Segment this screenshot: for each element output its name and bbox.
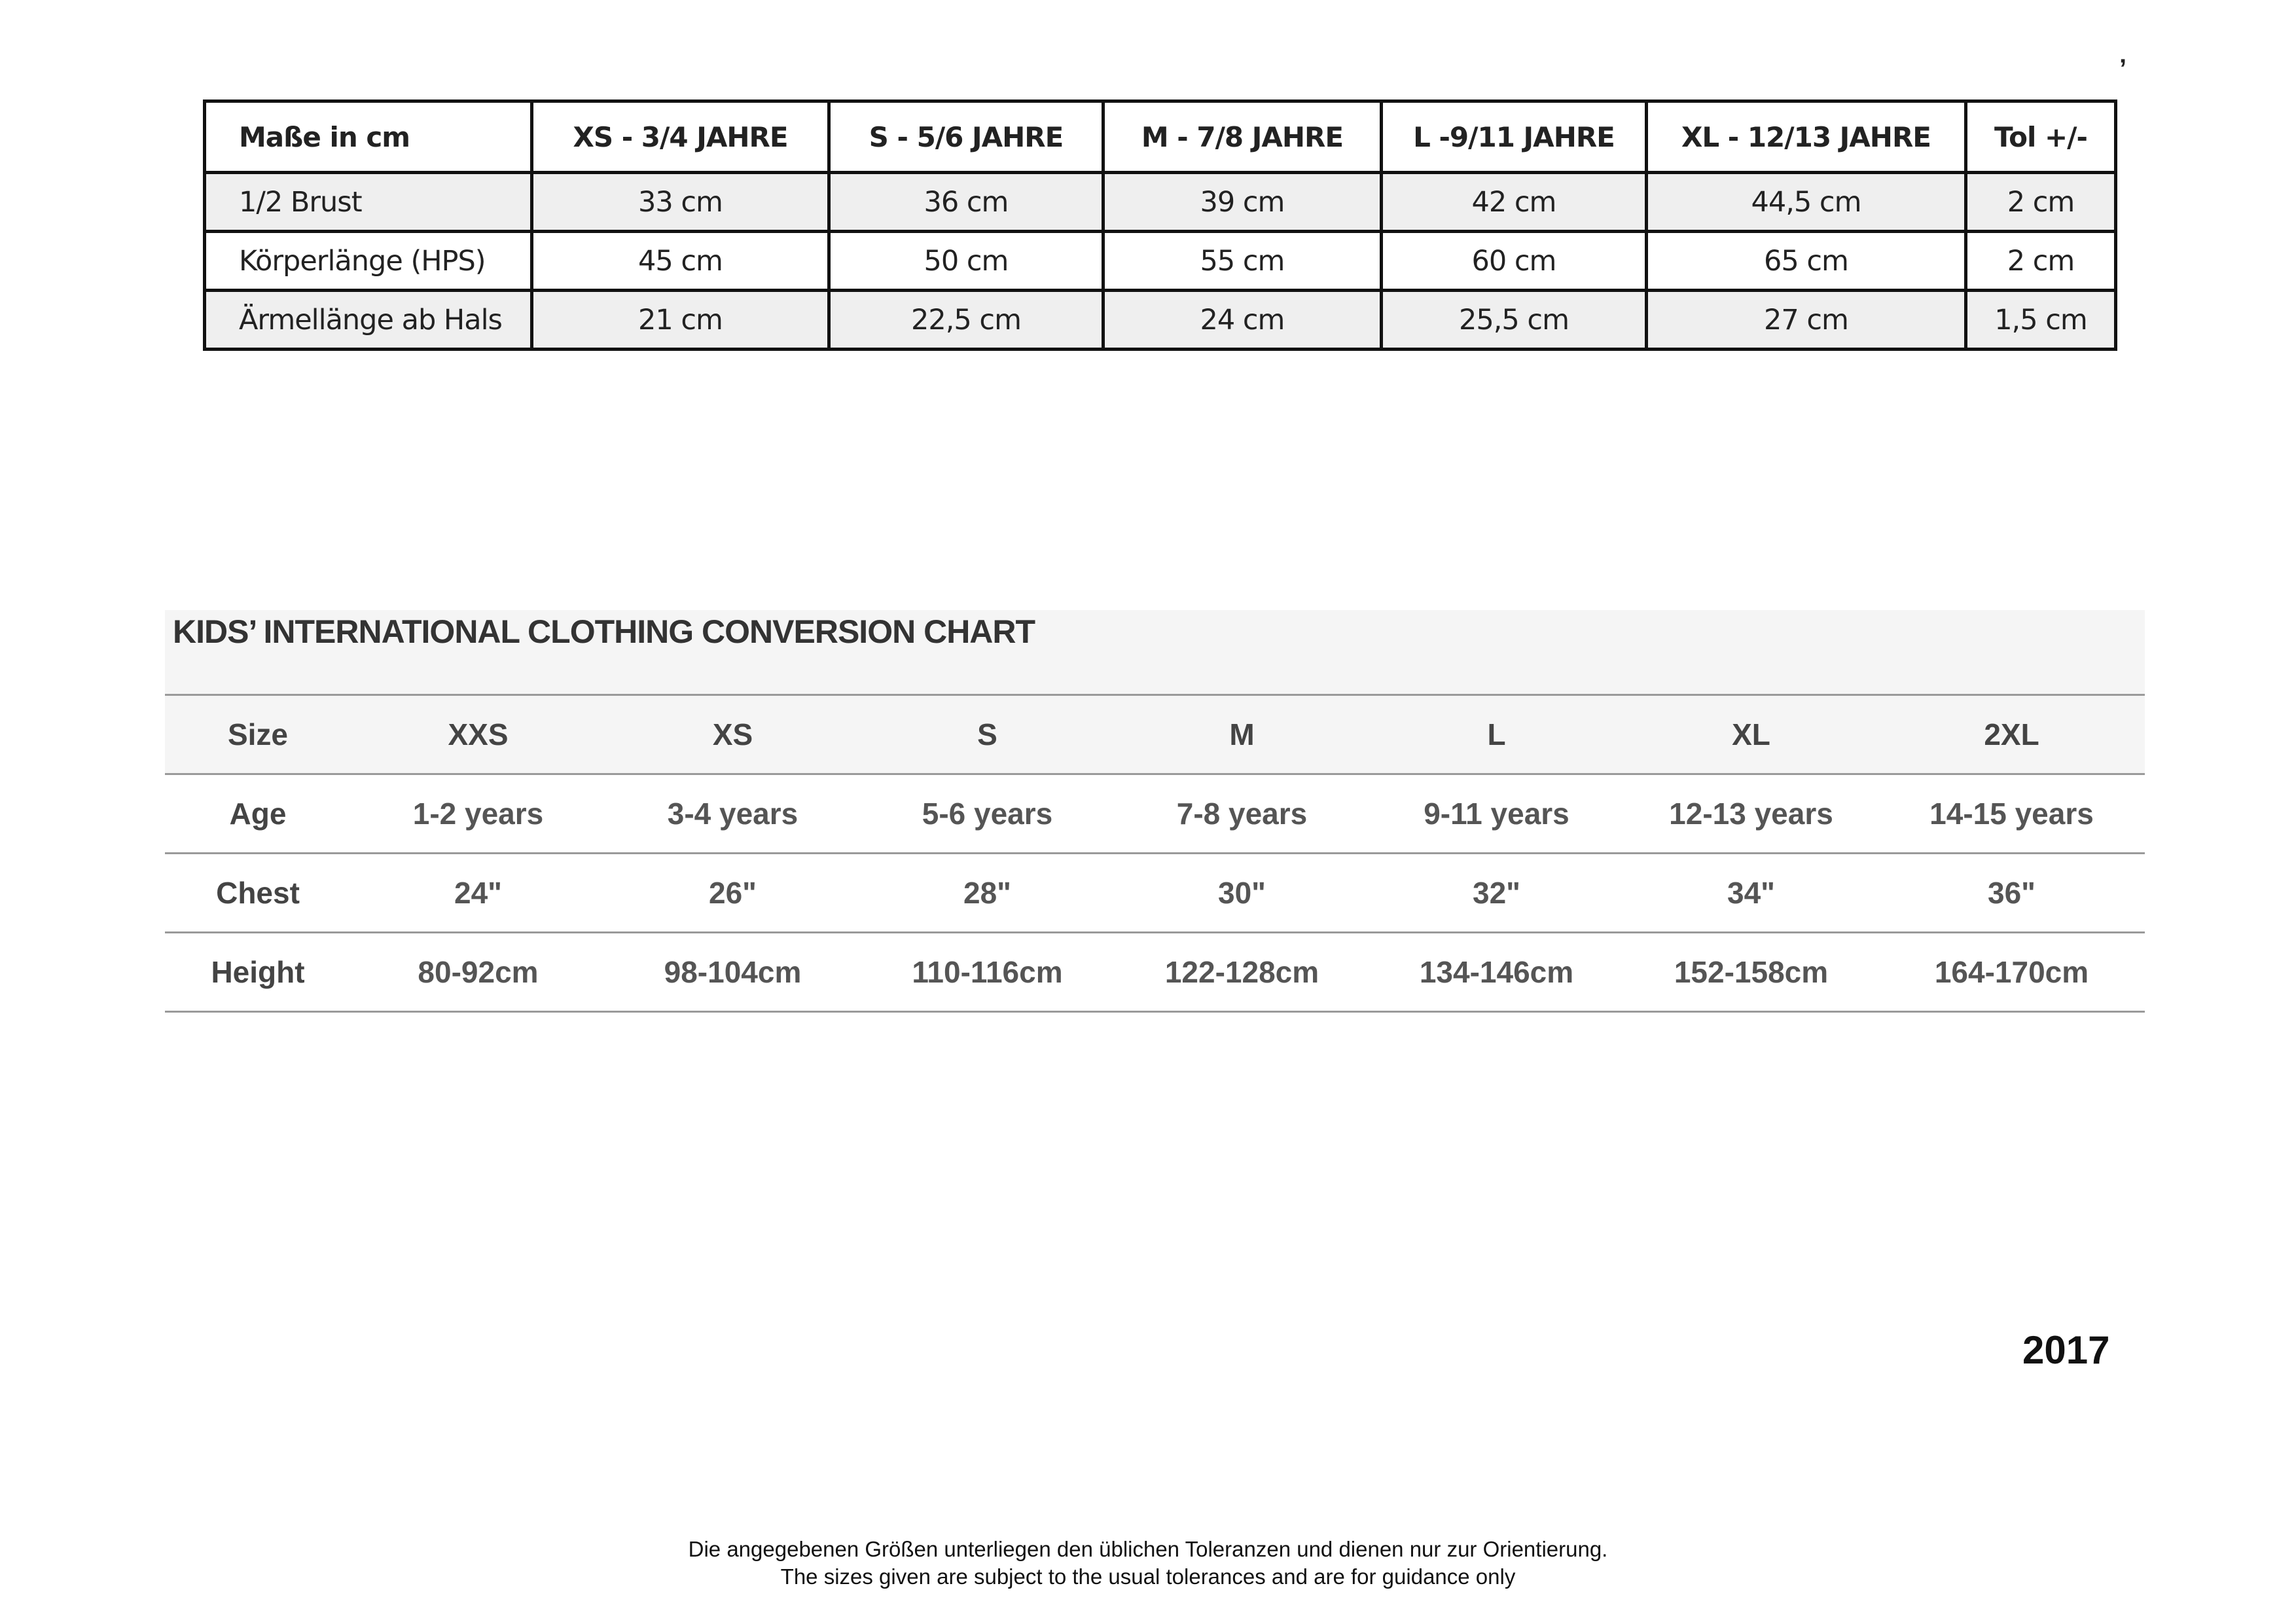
table-cell: 22,5 cm: [829, 291, 1103, 350]
table-cell: 44,5 cm: [1647, 173, 1966, 232]
table-cell: 34": [1624, 854, 1878, 933]
row-label: Körperlänge (HPS): [205, 232, 532, 291]
table-cell: 24": [351, 854, 605, 933]
table-cell: 24 cm: [1103, 291, 1382, 350]
conversion-table: [165, 696, 2145, 1013]
table-cell: 27 cm: [1647, 291, 1966, 350]
row-label: 1/2 Brust: [205, 173, 532, 232]
table-cell: 42 cm: [1382, 173, 1647, 232]
table-cell: 5-6 years: [860, 774, 1115, 854]
table-cell: S: [860, 696, 1115, 774]
header-cell: XS - 3/4 JAHRE: [532, 101, 829, 173]
table-cell: 98-104cm: [605, 933, 860, 1012]
table-cell: 60 cm: [1382, 232, 1647, 291]
height-row: [165, 933, 2145, 1012]
table-cell: 50 cm: [829, 232, 1103, 291]
row-label: Height: [165, 933, 351, 1012]
table-cell: 26": [605, 854, 860, 933]
table-cell: 45 cm: [532, 232, 829, 291]
header-cell: XL - 12/13 JAHRE: [1647, 101, 1966, 173]
table-cell: 1-2 years: [351, 774, 605, 854]
row-label: Age: [165, 774, 351, 854]
table-row: [205, 291, 2116, 350]
table-row: [205, 232, 2116, 291]
table-cell: 28": [860, 854, 1115, 933]
stray-mark: ʼ: [2119, 54, 2127, 83]
footer-note: [0, 1536, 2296, 1591]
table-cell: 80-92cm: [351, 933, 605, 1012]
header-cell: M - 7/8 JAHRE: [1103, 101, 1382, 173]
header-cell: S - 5/6 JAHRE: [829, 101, 1103, 173]
header-cell: Tol +/-: [1966, 101, 2116, 173]
row-label: Size: [165, 696, 351, 774]
table-cell: M: [1115, 696, 1369, 774]
chest-row: [165, 854, 2145, 933]
table-cell: 164-170cm: [1878, 933, 2145, 1012]
table-cell: 36": [1878, 854, 2145, 933]
table-cell: 25,5 cm: [1382, 291, 1647, 350]
table-cell: 7-8 years: [1115, 774, 1369, 854]
measurement-table: [203, 99, 2117, 351]
table-cell: XS: [605, 696, 860, 774]
table-cell: 21 cm: [532, 291, 829, 350]
conversion-chart: [165, 610, 2145, 1013]
table-cell: 65 cm: [1647, 232, 1966, 291]
row-label: Ärmellänge ab Hals: [205, 291, 532, 350]
table-cell: 36 cm: [829, 173, 1103, 232]
row-label: Chest: [165, 854, 351, 933]
measurement-header-row: [205, 101, 2116, 173]
table-cell: 30": [1115, 854, 1369, 933]
table-cell: 1,5 cm: [1966, 291, 2116, 350]
table-cell: 2 cm: [1966, 232, 2116, 291]
conversion-chart-header: [165, 610, 2145, 696]
table-cell: 134-146cm: [1369, 933, 1624, 1012]
table-cell: 2 cm: [1966, 173, 2116, 232]
table-cell: 55 cm: [1103, 232, 1382, 291]
age-row: [165, 774, 2145, 854]
table-cell: L: [1369, 696, 1624, 774]
table-cell: 39 cm: [1103, 173, 1382, 232]
table-cell: 3-4 years: [605, 774, 860, 854]
table-cell: 122-128cm: [1115, 933, 1369, 1012]
table-cell: XXS: [351, 696, 605, 774]
table-cell: 33 cm: [532, 173, 829, 232]
header-cell: Maße in cm: [205, 101, 532, 173]
table-cell: 32": [1369, 854, 1624, 933]
year-label: 2017: [2022, 1328, 2110, 1372]
table-cell: 110-116cm: [860, 933, 1115, 1012]
table-cell: 2XL: [1878, 696, 2145, 774]
table-cell: XL: [1624, 696, 1878, 774]
table-row: [205, 173, 2116, 232]
table-cell: 152-158cm: [1624, 933, 1878, 1012]
size-row: [165, 696, 2145, 774]
footer-line-german: Die angegebenen Größen unterliegen den üblichen Toleranzen und dienen nur zur Orientierung.: [688, 1537, 1608, 1561]
header-cell: L -9/11 JAHRE: [1382, 101, 1647, 173]
table-cell: 14-15 years: [1878, 774, 2145, 854]
table-cell: 12-13 years: [1624, 774, 1878, 854]
footer-line-english: The sizes given are subject to the usual tolerances and are for guidance only: [780, 1564, 1516, 1589]
table-cell: 9-11 years: [1369, 774, 1624, 854]
conversion-chart-title: KIDS’ INTERNATIONAL CLOTHING CONVERSION CHART: [173, 613, 1035, 650]
